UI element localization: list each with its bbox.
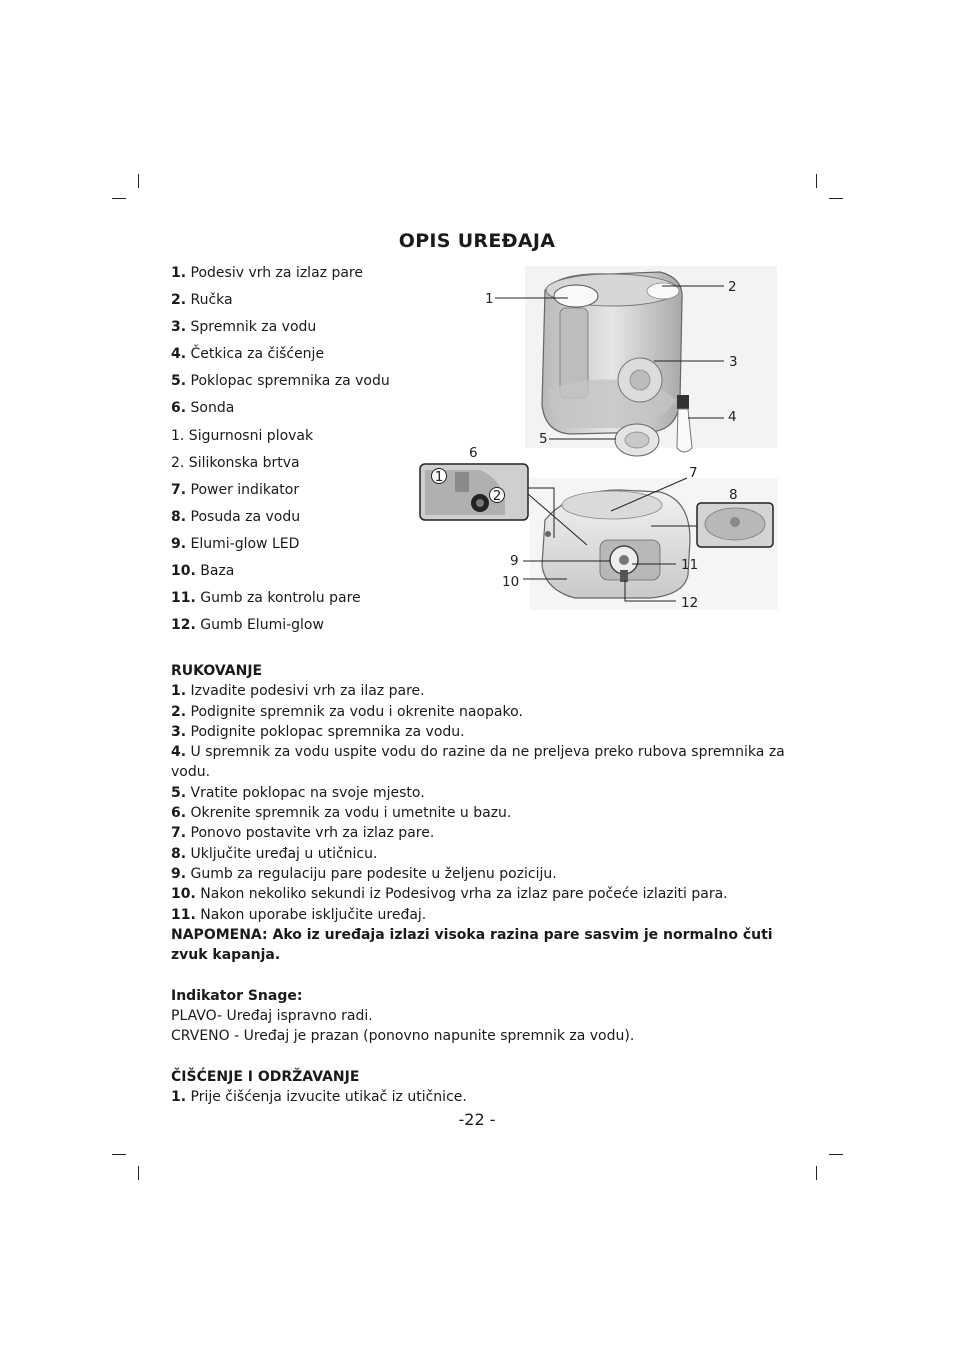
step-text: Uključite uređaj u utičnicu. [186, 845, 378, 862]
callout-4: 4 [728, 409, 737, 425]
step [171, 722, 791, 742]
item-number: 1. [171, 427, 185, 444]
callout-7: 7 [689, 465, 698, 481]
item-number: 6. [171, 400, 187, 417]
item-text: Podesiv vrh za izlaz pare [186, 265, 363, 281]
step [171, 742, 791, 783]
item-text: Četkica za čišćenje [186, 346, 325, 363]
item-number: 7. [171, 481, 187, 498]
step-number: 1. [171, 683, 187, 700]
step-number: 9. [171, 865, 187, 882]
item-text: Sonda [186, 400, 235, 417]
item-text: Poklopac spremnika za vodu [186, 373, 390, 390]
item-number: 5. [171, 373, 187, 390]
callout-8: 8 [729, 487, 738, 503]
page-number: -22 - [458, 1110, 496, 1129]
callout-10: 10 [502, 574, 520, 590]
item-text: Spremnik za vodu [186, 319, 317, 336]
step-number: 3. [171, 723, 187, 740]
tank-lid-image [615, 424, 659, 456]
callout-3: 3 [729, 354, 738, 370]
item-number: 11. [171, 590, 196, 607]
step [171, 864, 791, 884]
item-text: Gumb Elumi-glow [195, 617, 324, 634]
inset-label-1: 1 [434, 469, 444, 485]
step-text: Izvadite podesivi vrh za ilaz pare. [186, 683, 425, 700]
callout-6: 6 [469, 445, 478, 461]
step-number: 4. [171, 744, 187, 761]
callout-2: 2 [728, 279, 737, 295]
item-text: Posuda za vodu [186, 508, 301, 525]
item-number: 3. [171, 319, 187, 336]
item-text: Ručka [186, 292, 233, 309]
step [171, 783, 791, 803]
step [171, 702, 791, 722]
step-text: Podignite spremnik za vodu i okrenite naopako. [186, 703, 523, 720]
basin-inset [697, 503, 773, 547]
section-heading-cleaning: ČIŠĆENJE I ODRŽAVANJE [171, 1068, 360, 1085]
step [171, 844, 791, 864]
callout-9: 9 [510, 553, 519, 569]
step-number: 5. [171, 784, 187, 801]
item-text: Sigurnosni plovak [184, 427, 314, 444]
step-text: Nakon uporabe isključite uređaj. [195, 906, 427, 923]
step-number: 11. [171, 906, 196, 923]
step-number: 7. [171, 825, 187, 842]
item-number: 9. [171, 535, 187, 552]
item-number: 2. [171, 292, 187, 309]
page-title: OPIS UREĐAJA [398, 230, 556, 252]
item-text: Elumi-glow LED [186, 535, 300, 552]
step-text: Podignite poklopac spremnika za vodu. [186, 723, 465, 740]
step [171, 803, 791, 823]
step-text: Ponovo postavite vrh za izlaz pare. [186, 825, 435, 842]
section-heading-handling: RUKOVANJE [171, 663, 263, 679]
section-heading-indicator: Indikator Snage: [171, 987, 303, 1004]
callout-11: 11 [681, 557, 699, 573]
step [171, 823, 791, 843]
callout-1: 1 [485, 291, 494, 307]
step [171, 884, 791, 904]
step [171, 905, 791, 925]
item-number: 1. [171, 265, 187, 281]
step-number: 8. [171, 845, 187, 862]
item-number: 10. [171, 563, 196, 580]
note: NAPOMENA: Ako iz uređaja izlazi visoka razina pare sasvim je normalno čuti zvuk kapanja. [171, 926, 773, 964]
indicator-blue: PLAVO- Uređaj ispravno radi. [171, 1008, 373, 1025]
step-text: Prije čišćenja izvucite utikač iz utičnice. [186, 1089, 467, 1106]
probe-inset [420, 464, 528, 520]
step-text: Vratite poklopac na svoje mjesto. [186, 784, 425, 801]
step-text: U spremnik za vodu uspite vodu do razine da ne preljeva preko rubova spremnika za vodu. [171, 744, 785, 781]
step-text: Okrenite spremnik za vodu i umetnite u bazu. [186, 805, 512, 822]
item-number: 4. [171, 346, 187, 363]
item-text: Baza [195, 563, 235, 580]
instructions [171, 661, 791, 1108]
inset-label-2: 2 [492, 488, 502, 504]
callout-12: 12 [681, 595, 699, 611]
item-text: Power indikator [186, 481, 300, 498]
step-number: 1. [171, 1089, 187, 1106]
callout-5: 5 [539, 431, 548, 447]
step [171, 681, 791, 701]
step [171, 1087, 791, 1107]
item-text: Silikonska brtva [184, 454, 300, 471]
step-number: 6. [171, 805, 187, 822]
item-number: 8. [171, 508, 187, 525]
base-image [542, 490, 690, 598]
water-tank-image [542, 272, 682, 434]
item-number: 2. [171, 454, 185, 471]
item-text: Gumb za kontrolu pare [195, 590, 361, 607]
step-number: 10. [171, 886, 196, 903]
step-number: 2. [171, 703, 187, 720]
step-text: Gumb za regulaciju pare podesite u željenu poziciju. [186, 865, 557, 882]
indicator-red: CRVENO - Uređaj je prazan (ponovno napunite spremnik za vodu). [171, 1028, 635, 1045]
item-number: 12. [171, 617, 196, 634]
step-text: Nakon nekoliko sekundi iz Podesivog vrha za izlaz pare počeće izlaziti para. [195, 886, 728, 903]
